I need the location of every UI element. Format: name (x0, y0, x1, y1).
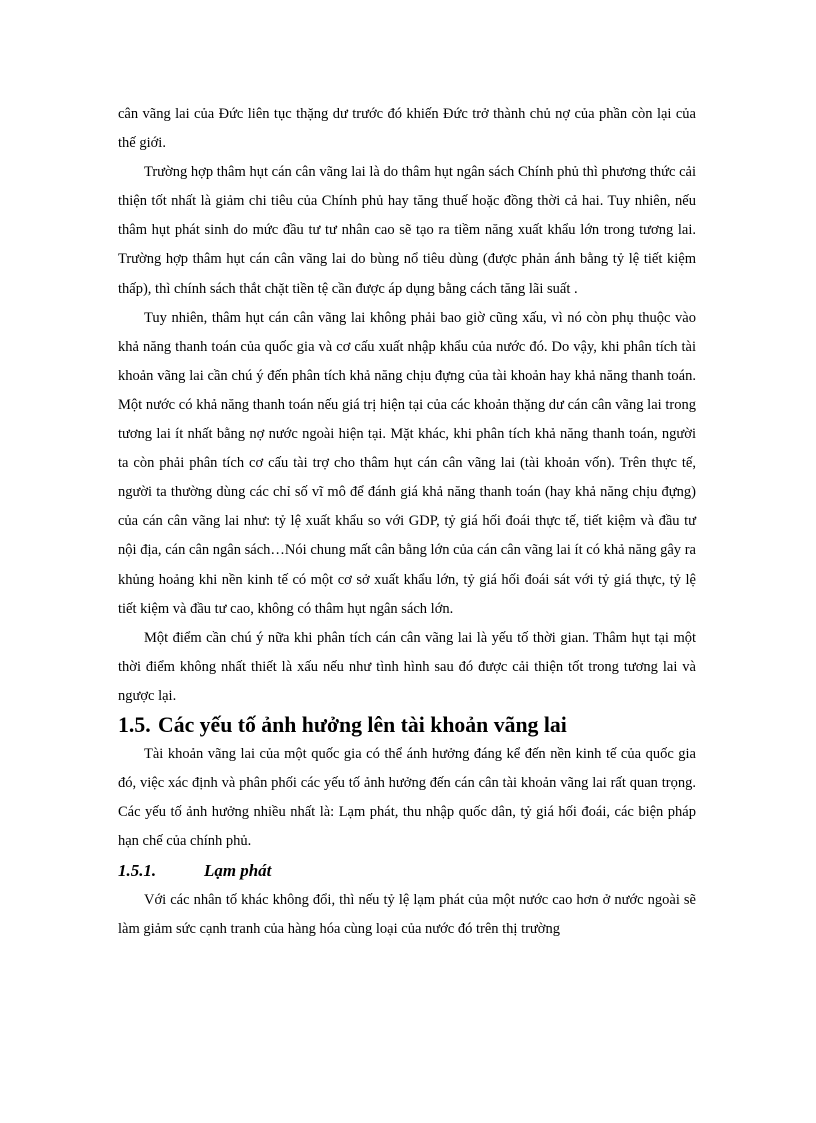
subsection-number: 1.5.1. (118, 861, 157, 881)
paragraph-inflation: Với các nhân tố khác không đổi, thì nếu tỷ lệ lạm phát của một nước cao hơn ở nước ngoài sẽ làm giảm sức cạnh tranh của hàng hóa cùng loại của nước đó trên thị trường (118, 891, 696, 937)
section-heading (118, 711, 696, 740)
paragraph-time-factor: Một điểm cần chú ý nữa khi phân tích cán cân vãng lai là yếu tố thời gian. Thâm hụt tại một thời điểm không nhất thiết là xấu nếu như tình hình sau đó được cải thiện tốt trong tương lai và ngược lại. (118, 629, 696, 704)
section-number: 1.5. (118, 712, 151, 737)
section-title: Các yếu tố ảnh hưởng lên tài khoản vãng lai (158, 712, 567, 737)
document-page (118, 100, 696, 944)
paragraph-deficit-budget: Trường hợp thâm hụt cán cân vãng lai là do thâm hụt ngân sách Chính phủ thì phương thức cải thiện tốt nhất là giảm chi tiêu của Chính phủ hay tăng thuế hoặc đồng thời cả hai. Tuy nhiên, nếu thâm hụt phát sinh do mức đầu tư tư nhân cao sẽ tạo ra tiềm năng xuất khẩu lớn trong tương lai. Trường hợp thâm hụt cán cân vãng lai do bùng nổ tiêu dùng (được phản ánh bằng tỷ lệ tiết kiệm thấp), thì chính sách thắt chặt tiền tệ cần được áp dụng bằng cách tăng lãi suất . (118, 164, 696, 297)
subsection-title: Lạm phát (204, 861, 272, 881)
paragraph-factors: Tài khoản vãng lai của một quốc gia có thể ánh hưởng đáng kể đến nền kinh tế của quốc gia đó, việc xác định và phân phối các yếu tố ảnh hưởng đến cán cân tài khoản vãng lai rất quan trọng. Các yếu tố ảnh hưởng nhiều nhất là: Lạm phát, thu nhập quốc dân, tỷ giá hối đoái, các biện pháp hạn chế của chính phủ. (118, 746, 696, 850)
subsection-heading (118, 856, 696, 885)
paragraph-continuation: cân vãng lai của Đức liên tục thặng dư trước đó khiến Đức trở thành chủ nợ của phần còn lại của thế giới. (118, 106, 696, 152)
paragraph-deficit-solvency: Tuy nhiên, thâm hụt cán cân vãng lai không phải bao giờ cũng xấu, vì nó còn phụ thuộc vào khả năng thanh toán của quốc gia và cơ cấu xuất nhập khẩu của nước đó. Do vậy, khi phân tích tài khoản vãng lai cần chú ý đến phân tích khả năng chịu đựng của tài khoản hay khả năng thanh toán. Một nước có khả năng thanh toán nếu giá trị hiện tại của các khoản thặng dư cán cân vãng lai trong tương lai ít nhất bằng nợ nước ngoài hiện tại. Mặt khác, khi phân tích khả năng thanh toán, người ta còn phải phân tích cơ cấu tài trợ cho thâm hụt cán cân vãng lai (tài khoản vốn). Trên thực tế, người ta thường dùng các chỉ số vĩ mô để đánh giá khả năng thanh toán (hay khả năng chịu đựng) của cán cân vãng lai như: tỷ lệ xuất khẩu so với GDP, tỷ giá hối đoái thực tế, tiết kiệm và đầu tư nội địa, cán cân ngân sách…Nói chung mất cân bằng lớn của cán cân vãng lai ít có khả năng gây ra khủng hoảng khi nền kinh tế có một cơ sở xuất khẩu lớn, tỷ giá hối đoái sát với tỷ giá thực, tỷ lệ tiết kiệm và đầu tư cao, không có thâm hụt ngân sách lớn. (118, 309, 696, 617)
